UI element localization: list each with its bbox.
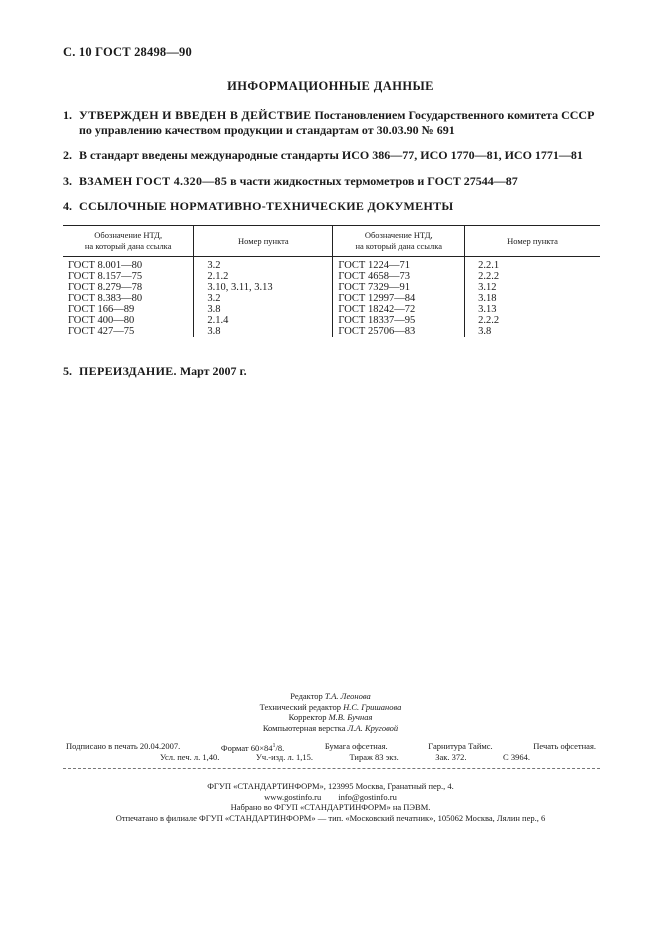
order-number: Зак. 372. [435, 752, 467, 762]
table-row [63, 304, 600, 315]
page-header: С. 10 ГОСТ 28498—90 [63, 45, 192, 59]
table-row [63, 282, 600, 293]
table-cell-clause: 3.8 [194, 304, 333, 315]
publication-details-line2 [160, 752, 530, 763]
item-text: Постановлением Государственного комитета СССР по управлению качеством продукции и стандартам от 30.03.90 № 691 [79, 108, 595, 137]
credit-corrector [0, 712, 661, 723]
table-row [63, 293, 600, 304]
item-number: 2. [63, 148, 72, 162]
table-row [63, 315, 600, 326]
info-item-references [63, 199, 603, 214]
table-cell-clause: 3.8 [194, 326, 333, 337]
column-header-clause: Номер пункта [465, 226, 600, 257]
table-row [63, 271, 600, 282]
table-row [63, 257, 600, 272]
info-item-replaces [63, 174, 603, 189]
table-header-row [63, 226, 600, 257]
header-line: Обозначение НТД, [94, 230, 163, 240]
table-cell-clause: 3.10, 3.11, 3.13 [194, 282, 333, 293]
page-title: ИНФОРМАЦИОННЫЕ ДАННЫЕ [227, 79, 434, 93]
credit-role: Компьютерная верстка [262, 722, 348, 733]
format-text: Формат 60×84 [220, 742, 273, 753]
header-line: на который дана ссылка [84, 241, 172, 251]
credit-role: Корректор [288, 712, 329, 722]
table-cell-clause: 3.13 [465, 304, 600, 315]
print-run: Тираж 83 экз. [349, 752, 399, 762]
table-cell-document: ГОСТ 8.279—78 [68, 282, 143, 293]
item-number: 3. [63, 174, 72, 188]
table-cell-document: ГОСТ 8.001—80 [68, 260, 143, 271]
publisher-email: info@gostinfo.ru [338, 791, 397, 802]
table-cell-document: ГОСТ 400—80 [68, 315, 135, 326]
header-line: Обозначение НТД, [364, 230, 433, 240]
table-cell-document: ГОСТ 7329—91 [333, 282, 465, 293]
item-lead: ССЫЛОЧНЫЕ НОРМАТИВНО-ТЕХНИЧЕСКИЕ ДОКУМЕНТЫ [79, 199, 454, 213]
info-item-intl-standards [63, 148, 603, 163]
table-cell-document: ГОСТ 18242—72 [333, 304, 465, 315]
table-cell-clause: 2.1.4 [194, 315, 333, 326]
item-number: 5. [63, 364, 72, 378]
item-lead: УТВЕРЖДЕН И ВВЕДЕН В ДЕЙСТВИЕ [79, 108, 312, 122]
table-cell-document: ГОСТ 25706—83 [333, 326, 465, 337]
item-number: 4. [63, 199, 72, 213]
paper-type: Бумага офсетная. [324, 741, 388, 751]
table-cell-clause: 3.12 [465, 282, 600, 293]
info-item-approval [63, 108, 603, 138]
divider [63, 768, 600, 769]
publisher-sheets: Уч.-изд. л. 1,15. [255, 752, 313, 762]
credit-name: Л.А. Круговой [347, 722, 399, 733]
column-header-clause: Номер пункта [194, 226, 333, 257]
item-lead: ВЗАМЕН ГОСТ 4.320—85 [79, 174, 228, 188]
table-cell-clause: 2.2.2 [465, 271, 600, 282]
code: С 3964. [503, 752, 530, 762]
table-cell-clause: 2.2.2 [465, 315, 600, 326]
info-item-reissue [63, 364, 603, 379]
item-text: В стандарт введены международные стандарты ИСО 386—77, ИСО 1770—81, ИСО 1771—81 [79, 148, 583, 162]
item-text: Март 2007 г. [176, 364, 247, 378]
item-lead: ПЕРЕИЗДАНИЕ. [79, 364, 177, 378]
printed-note: Отпечатано в филиале ФГУП «СТАНДАРТИНФОРМ» — тип. «Московский печатник», 105062 Москва, Лялин пер., 6 [115, 812, 546, 823]
table-cell-clause: 3.8 [465, 326, 600, 337]
publisher-website: www.gostinfo.ru [264, 791, 322, 802]
table-cell-clause: 3.2 [194, 293, 333, 304]
publisher-block [0, 781, 661, 823]
credit-role: Редактор [290, 691, 325, 701]
table-cell-document: ГОСТ 1224—71 [333, 257, 465, 272]
item-text: в части жидкостных термометров и ГОСТ 27544—87 [227, 174, 518, 188]
table-cell-document: ГОСТ 166—89 [68, 304, 135, 315]
credit-name: М.В. Бучная [328, 712, 373, 722]
column-header-document [333, 226, 465, 257]
table-cell-clause: 2.2.1 [465, 257, 600, 272]
table-cell-document: ГОСТ 4658—73 [333, 271, 465, 282]
credit-role: Технический редактор [259, 701, 344, 712]
table-cell-clause: 2.1.2 [194, 271, 333, 282]
table-cell-document: ГОСТ 12997—84 [333, 293, 465, 304]
format-superscript: 1 [272, 743, 276, 749]
credit-layout [0, 723, 661, 734]
print-sheets: Усл. печ. л. 1,40. [160, 752, 220, 762]
table-cell-document: ГОСТ 18337—95 [333, 315, 465, 326]
printing-method: Печать офсетная. [533, 741, 596, 751]
table-row [63, 326, 600, 337]
typeface: Гарнитура Таймс. [428, 741, 493, 751]
credit-tech-editor [0, 702, 661, 713]
column-header-document [63, 226, 194, 257]
references-table [63, 225, 600, 337]
table-cell-document: ГОСТ 8.157—75 [68, 271, 143, 282]
credits-block [0, 691, 661, 733]
credit-name: Т.А. Леонова [324, 691, 371, 701]
table-cell-clause: 3.18 [465, 293, 600, 304]
header-line: на который дана ссылка [355, 241, 443, 251]
table-cell-document: ГОСТ 8.383—80 [68, 293, 143, 304]
item-number: 1. [63, 108, 72, 122]
table-cell-document: ГОСТ 427—75 [68, 326, 135, 337]
table-cell-clause: 3.2 [194, 257, 333, 272]
publisher-contacts [0, 792, 661, 803]
credit-name: Н.С. Гришанова [343, 701, 402, 712]
credit-editor [0, 691, 661, 702]
format-text: /8. [275, 742, 285, 753]
publisher-address: ФГУП «СТАНДАРТИНФОРМ», 123995 Москва, Гранатный пер., 4. [207, 781, 454, 791]
signed-date: Подписано в печать 20.04.2007. [66, 741, 181, 751]
typeset-note: Набрано во ФГУП «СТАНДАРТИНФОРМ» на ПЭВМ. [230, 802, 431, 812]
